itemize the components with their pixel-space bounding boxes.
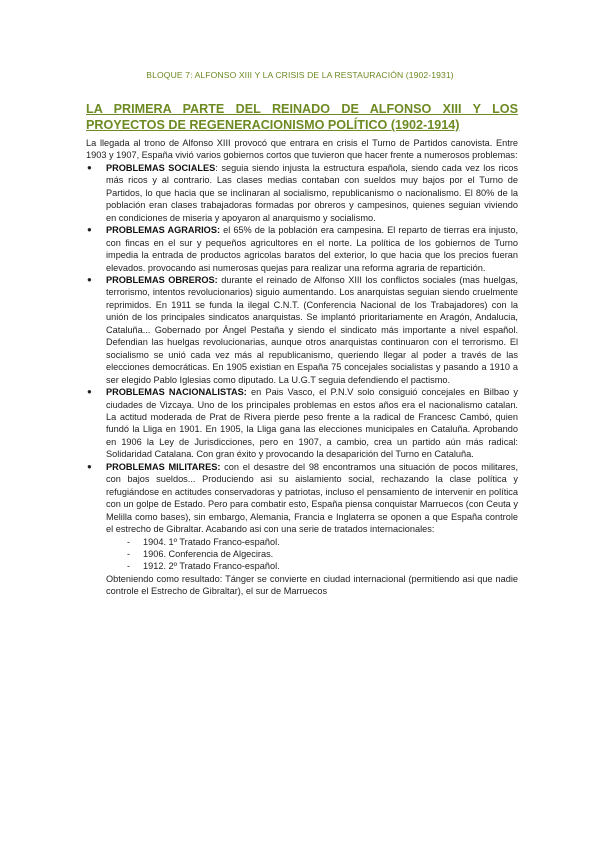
treaty-text: 1906. Conferencia de Algeciras.	[143, 548, 274, 559]
treaties-list	[106, 536, 518, 573]
treaty-text: 1904. 1º Tratado Franco-español.	[143, 536, 280, 547]
problem-label: PROBLEMAS OBREROS:	[106, 274, 218, 285]
problem-text: en Pais Vasco, el P.N.V solo consiguió concejales en Bilbao y ciudades de Vizcaya. Uno de los principales problemas en estos años era el nacionalismo catalan. La actitud moderada de Prat de Rivera pierde peso frente a la radical de Francesc Cambó, quien fundó la Lliga en 1901. En 1905, la Lliga gana las elecciones municipales en Cataluña. Aprobando en 1906 la Ley de Jurisdicciones, pero en 1907, a cambio, crea un partido aún más radical: Solidaridad Catalana. Con gran éxito y provocando la desaparición del Turno en Cataluña.	[106, 387, 518, 460]
problem-text: con el desastre del 98 encontramos una situación de pocos militares, con bajos sueldos... Produciendo asi su aislamiento social, rechazando la clase política y refugiándose en actitudes conservadoras y patriotas, incluso el pensamiento de intervenir en política con un golpe de Estado. Pero para combatir esto, España piensa conquistar Marruecos (con Ceuta y Melilla como bases), sin embargo, Alemania, Francia e Inglaterra se oponen a que España controle el estrecho de Gibraltar. Acabando asi con una serie de tratados internacionales:	[106, 461, 519, 535]
list-item-problemas-militares	[87, 461, 519, 598]
intro-paragraph: La llegada al trono de Alfonso XIII provocó que entrara en crisis el Turno de Partidos canovista. Entre 1903 y 1907, España vivió varios gobiernos cortos que tuvieron que hacer frente a numerosos problemas:	[86, 138, 518, 161]
conclusion-paragraph: Obteniendo como resultado: Tánger se convierte en ciudad internacional (permitiendo asi que nadie controle el Estrecho de Gibraltar), el sur de Marruecos	[106, 573, 518, 597]
problem-text: seguia siendo injusta la estructura española, siendo cada vez los ricos más ricos y al contrario. Las clases medias contaban con sueldos muy bajos por el Turno de Partidos, lo que hacia que se inclinaran al socialismo, republicanismo o nacionalismo. El 80% de la población eran clases trabajadoras formadas por obreros y campesinos, quienes seguian viviendo en condiciones de miseria y apoyaron al anarquismo y socialismo.	[106, 162, 518, 223]
treaty-item	[127, 560, 518, 572]
problem-label: PROBLEMAS SOCIALES	[106, 162, 216, 173]
dash-icon: -	[127, 548, 131, 559]
treaty-text: 1912. 2º Tratado Franco-español.	[143, 561, 280, 572]
list-item-problemas-nacionalistas	[87, 386, 518, 461]
list-item-problemas-agrarios	[87, 224, 518, 274]
problem-label-separator: :	[215, 162, 218, 173]
problem-text: el 65% de la población era campesina. El reparto de tierras era injusto, con fincas en el sur y pequeños agricultores en el norte. La política de los gobiernos de Turno impedia la entrada de productos agricolas baratos del exterior, lo que hacia que los precios fueran elevados. provocando asi numerosas quejas para realizar una reforma agraria de repartición.	[106, 225, 518, 273]
bullet-icon: ●	[87, 274, 92, 284]
document-body	[86, 137, 518, 598]
dash-icon: -	[127, 536, 131, 547]
treaty-item	[127, 536, 518, 548]
problem-text: durante el reinado de Alfonso XIII los conflictos sociales (mas huelgas, terrorismo, intentos revolucionarios) siguio aumentando. Los anarquistas seguian siendo cruelmente reprimidos. En 1911 se funda la ilegal C.N.T. (Conferencia Nacional de los Trabajadores) con la unión de los principales sindicatos anarquistas. Se implantó prioritariamente en Aragón, Andalucia, Cataluña... Gobernado por Ángel Pestaña y siendo el sindicato más importante a nivel español. Defendian las huelgas revolucionarias, aunque otros anarquistas continuaron con el terrorismo. El socialismo se unió cada vez más al republicanismo, queriendo llegar al poder a través de las elecciones democráticas. En 1905 existian en España 75 concejales socialistas y pasando a 1910 a ser elegido Pablo Iglesias como diputado. La U.G.T seguia defendiendo el pactismo.	[106, 274, 518, 385]
list-item-problemas-sociales	[87, 162, 518, 224]
section-title: LA PRIMERA PARTE DEL REINADO DE ALFONSO XIII Y LOS PROYECTOS DE REGENERACIONISMO POLÍTICO (1902-1914)	[86, 102, 518, 132]
treaty-item	[127, 548, 518, 560]
bullet-icon: ●	[87, 461, 92, 471]
block-header: BLOQUE 7: ALFONSO XIII Y LA CRISIS DE LA RESTAURACIÓN (1902-1931)	[146, 70, 454, 80]
bullet-icon: ●	[87, 387, 92, 397]
problems-list	[86, 162, 518, 598]
problem-label: PROBLEMAS AGRARIOS:	[106, 225, 221, 236]
list-item-problemas-obreros	[87, 274, 518, 386]
dash-icon: -	[127, 561, 131, 572]
problem-label: PROBLEMAS MILITARES:	[106, 461, 221, 472]
bullet-icon: ●	[87, 225, 92, 235]
problem-label: PROBLEMAS NACIONALISTAS:	[106, 387, 247, 398]
bullet-icon: ●	[87, 162, 92, 172]
